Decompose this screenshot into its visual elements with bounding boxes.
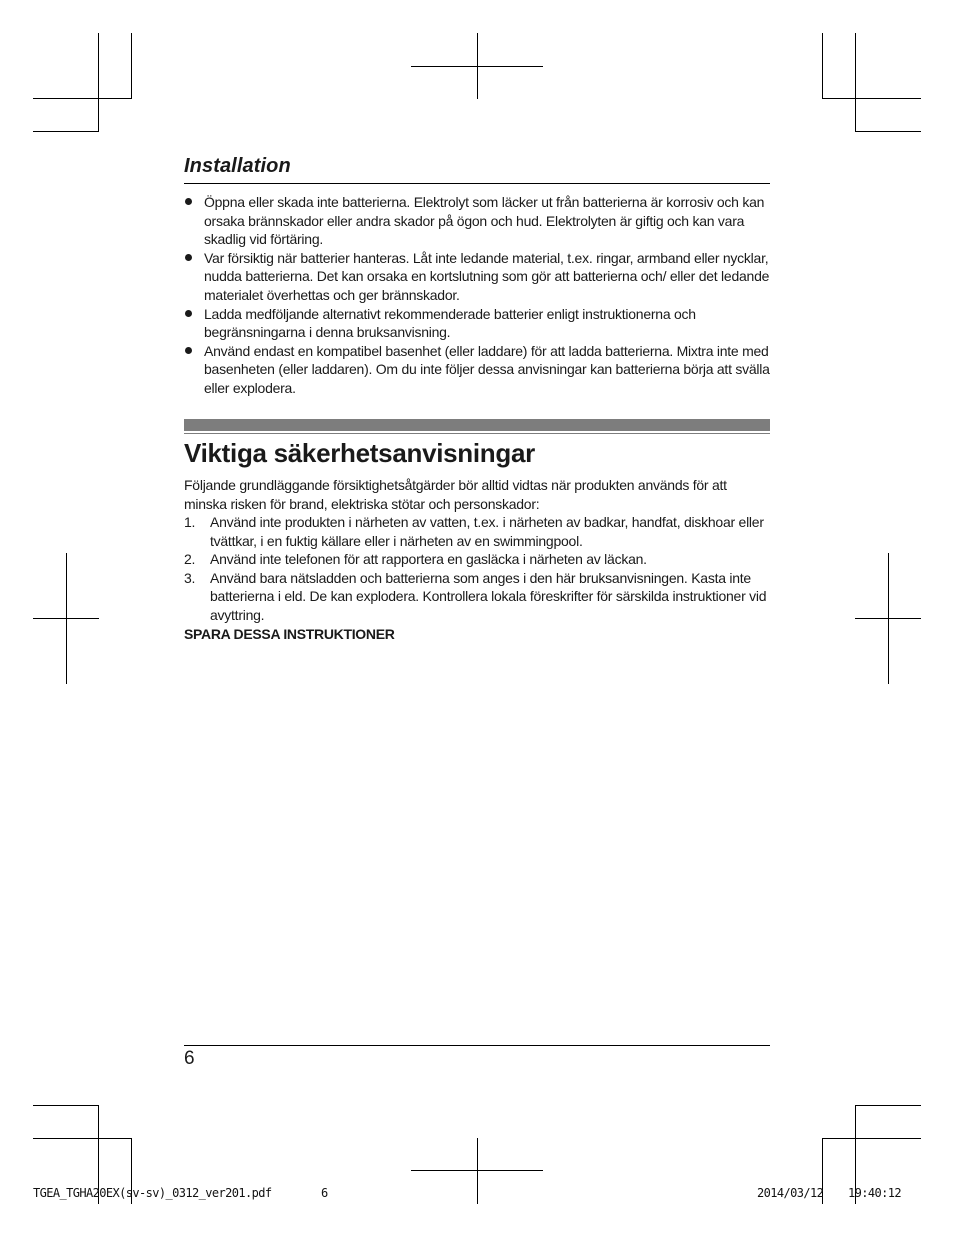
bullet-icon <box>185 347 192 354</box>
list-item <box>184 569 770 625</box>
list-item <box>184 193 770 249</box>
list-item <box>184 305 770 342</box>
list-item <box>184 513 770 550</box>
crop-mark <box>33 98 131 99</box>
list-item <box>184 249 770 305</box>
bullet-icon <box>185 254 192 261</box>
crop-mark <box>822 1138 921 1139</box>
save-instructions-note: SPARA DESSA INSTRUKTIONER <box>184 626 395 642</box>
heading-rule <box>184 433 770 434</box>
bullet-icon <box>185 310 192 317</box>
crop-mark <box>855 131 921 132</box>
crop-mark <box>855 1105 921 1106</box>
step-text: Använd inte telefonen för att rapportera en gasläcka i närheten av läckan. <box>210 551 647 568</box>
list-item-text: Var försiktig när batterier hanteras. Låt inte ledande material, t.ex. ringar, armband eller nycklar, nudda batterierna. Det kan orsaka en kortslutning som gör att batterierna och/ eller det ledande materialet överhettas och ger brännskador. <box>204 249 770 303</box>
step-number: 2. <box>184 551 196 568</box>
crop-mark <box>131 33 132 99</box>
registration-mark <box>888 553 889 684</box>
safety-intro: Följande grundläggande försiktighetsåtgärder bör alltid vidtas när produkten används för att minska risken för brand, elektriska stötar och personskador: <box>184 477 727 512</box>
list-item <box>184 550 770 569</box>
battery-warning-list <box>184 193 770 398</box>
slug-page: 6 <box>321 1186 328 1200</box>
step-number: 3. <box>184 569 196 586</box>
crop-mark <box>822 33 823 99</box>
crop-mark <box>33 1105 99 1106</box>
list-item <box>184 342 770 398</box>
heading-bar <box>184 419 770 431</box>
crop-mark <box>855 33 856 131</box>
slug-time: 19:40:12 <box>848 1186 901 1200</box>
bullet-icon <box>185 198 192 205</box>
safety-steps <box>184 513 770 625</box>
page-number: 6 <box>184 1048 195 1069</box>
footer-rule <box>184 1045 770 1046</box>
list-item-text: Använd endast en kompatibel basenhet (eller laddare) för att ladda batterierna. Mixtra inte med basenheten (eller laddaren). Om du inte följer dessa anvisningar kan batterierna börja att svälla eller explodera. <box>204 342 770 396</box>
step-text: Använd bara nätsladden och batterierna som anges i den här bruksanvisningen. Kasta inte batterierna i eld. De kan explodera. Kontrollera lokala föreskrifter för särskilda instruktioner vid avyttring. <box>210 569 767 623</box>
list-item-text: Öppna eller skada inte batterierna. Elektrolyt som läcker ut från batterierna är korrosiv och kan orsaka brännskador eller andra skador på ögon och hud. Elektrolyten är giftig och kan vara skadlig vid förtäring. <box>204 194 765 248</box>
crop-mark <box>33 131 99 132</box>
slug-date: 2014/03/12 <box>757 1186 824 1200</box>
registration-mark <box>477 1138 478 1204</box>
crop-mark <box>33 1138 131 1139</box>
crop-mark <box>822 98 921 99</box>
list-item-text: Ladda medföljande alternativt rekommenderade batterier enligt instruktionerna och begränsningarna i denna bruksanvisning. <box>204 305 696 341</box>
step-number: 1. <box>184 514 196 530</box>
section-rule <box>184 183 770 184</box>
crop-mark <box>98 33 99 131</box>
step-text: Använd inte produkten i närheten av vatten, t.ex. i närheten av badkar, handfat, diskhoar eller tvättkar, i en fuktig källare eller i närheten av en swimmingpool. <box>210 514 764 549</box>
registration-mark <box>66 553 67 684</box>
slug-filename: TGEA_TGHA20EX(sv-sv)_0312_ver201.pdf <box>33 1186 272 1200</box>
section-title: Installation <box>184 155 291 177</box>
registration-mark <box>477 33 478 99</box>
safety-heading: Viktiga säkerhetsanvisningar <box>184 438 535 468</box>
